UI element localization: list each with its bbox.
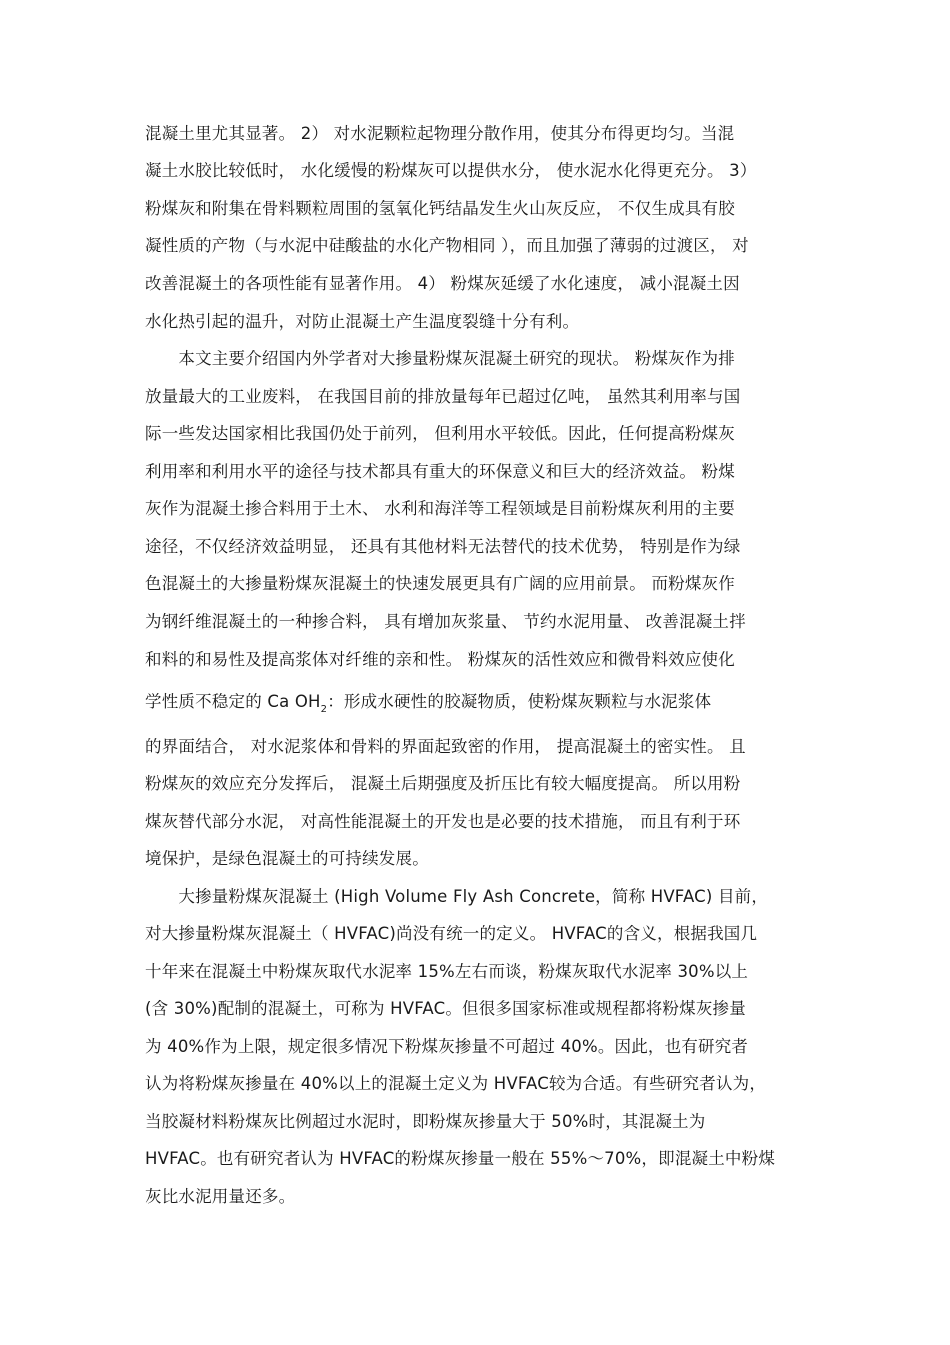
text-line: 放量最大的工业废料， 在我国目前的排放量每年已超过亿吨， 虽然其利用率与国	[145, 387, 741, 406]
text-line: 为钢纤维混凝土的一种掺合料， 具有增加灰浆量、 节约水泥用量、 改善混凝土拌	[145, 612, 746, 631]
text-line: HVFAC。也有研究者认为 HVFAC的粉煤灰掺量一般在 55%～70%，即混凝土中粉煤	[145, 1149, 776, 1168]
formula-text-before: 学性质不稳定的 Ca OH	[145, 692, 321, 711]
text-line: 改善混凝土的各项性能有显著作用。 4） 粉煤灰延缓了水化速度， 减小混凝土因	[145, 274, 740, 293]
text-line: 灰比水泥用量还多。	[145, 1187, 296, 1206]
text-line: 际一些发达国家相比我国仍处于前列， 但利用水平较低。因此，任何提高粉煤灰	[145, 424, 735, 443]
text-line: (含 30%)配制的混凝土，可称为 HVFAC。但很多国家标准或规程都将粉煤灰掺量	[145, 999, 746, 1018]
text-line: 凝性质的产物（与水泥中硅酸盐的水化产物相同 ），而且加强了薄弱的过渡区， 对	[145, 236, 749, 255]
formula-text-after: ：形成水硬性的胶凝物质，使粉煤灰颗粒与水泥浆体	[327, 692, 712, 711]
text-line: 粉煤灰的效应充分发挥后， 混凝土后期强度及折压比有较大幅度提高。 所以用粉	[145, 774, 741, 793]
text-line: 煤灰替代部分水泥， 对高性能混凝土的开发也是必要的技术措施， 而且有利于环	[145, 812, 741, 831]
text-line: 途径，不仅经济效益明显， 还具有其他材料无法替代的技术优势， 特别是作为绿	[145, 537, 741, 556]
text-line: 和料的和易性及提高浆体对纤维的亲和性。 粉煤灰的活性效应和微骨料效应使化	[145, 650, 735, 669]
text-line: 凝土水胶比较低时， 水化缓慢的粉煤灰可以提供水分， 使水泥水化得更充分。 3）	[145, 161, 757, 180]
text-line: 的界面结合， 对水泥浆体和骨料的界面起致密的作用， 提高混凝土的密实性。 且	[145, 737, 746, 756]
text-line: 利用率和利用水平的途径与技术都具有重大的环保意义和巨大的经济效益。 粉煤	[145, 462, 735, 481]
text-line: 当胶凝材料粉煤灰比例超过水泥时，即粉煤灰掺量大于 50%时，其混凝土为	[145, 1112, 706, 1131]
text-line: 境保护，是绿色混凝土的可持续发展。	[145, 849, 429, 868]
text-line: 认为将粉煤灰掺量在 40%以上的混凝土定义为 HVFAC较为合适。有些研究者认为，	[145, 1074, 767, 1093]
text-line: 本文主要介绍国内外学者对大掺量粉煤灰混凝土研究的现状。 粉煤灰作为排	[145, 349, 735, 368]
text-line: 为 40%作为上限，规定很多情况下粉煤灰掺量不可超过 40%。因此，也有研究者	[145, 1037, 749, 1056]
text-line: 混凝土里尤其显著。 2） 对水泥颗粒起物理分散作用，使其分布得更均匀。当混	[145, 124, 735, 143]
text-line: 色混凝土的大掺量粉煤灰混凝土的快速发展更具有广阔的应用前景。 而粉煤灰作	[145, 574, 735, 593]
text-line: 对大掺量粉煤灰混凝土（ HVFAC)尚没有统一的定义。 HVFAC的含义，根据我国几	[145, 924, 758, 943]
formula-subscript: 2	[320, 704, 328, 715]
text-line: 灰作为混凝土掺合料用于土木、 水利和海洋等工程领域是目前粉煤灰利用的主要	[145, 499, 735, 518]
text-line: 大掺量粉煤灰混凝土 (High Volume Fly Ash Concrete，简称 HVFAC) 目前，	[145, 887, 769, 906]
text-line: 十年来在混凝土中粉煤灰取代水泥率 15%左右而谈，粉煤灰取代水泥率 30%以上	[145, 962, 749, 981]
text-line: 水化热引起的温升，对防止混凝土产生温度裂缝十分有利。	[145, 312, 580, 331]
formula-line	[145, 688, 805, 716]
text-line: 粉煤灰和附集在骨料颗粒周围的氢氧化钙结晶发生火山灰反应， 不仅生成具有胶	[145, 199, 735, 218]
